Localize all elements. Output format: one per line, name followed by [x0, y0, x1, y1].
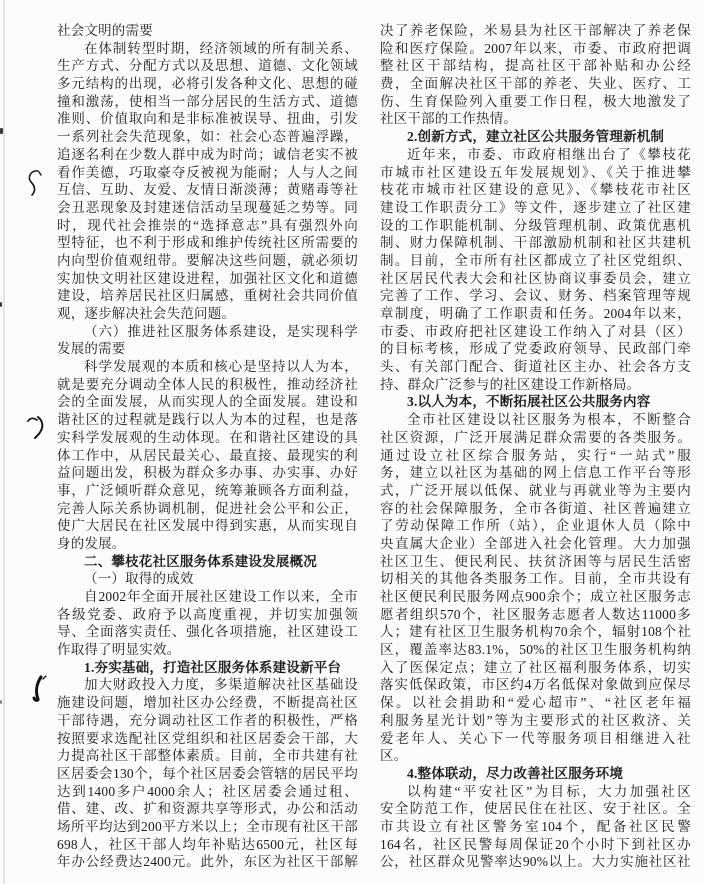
- scan-edge-shadow: [3, 0, 5, 884]
- text-line: 完善人际关系协调机制，促进社会公平和公正，: [57, 500, 358, 516]
- text-line: 各级党委、政府予以高度重视，并切实加强领: [57, 606, 358, 622]
- text-line: 区，覆盖率达83.1%，50%的社区卫生服务机构纳: [380, 642, 691, 658]
- text-line: 通过设立社区综合服务站，实行“一站式”服: [380, 447, 691, 463]
- text-line: 务，建立以社区为基础的网上信息工作平台等形: [380, 465, 691, 481]
- scan-speck: [0, 302, 2, 307]
- text-line: 准则、价值取向和是非标准被误导、扭曲，引发: [57, 111, 358, 127]
- text-line: 力提高社区干部整体素质。目前，全市共建有社: [57, 748, 358, 764]
- text-line: 区。: [380, 748, 408, 764]
- text-line: 谐社区的过程就是践行以人为本的过程，也是落: [57, 412, 358, 428]
- text-line: 生产方式、分配方式以及思想、道德、文化领域: [57, 58, 358, 74]
- pen-mark-icon: [24, 168, 44, 198]
- text-line: 枝花市城市社区建设的意见》、《攀枝花市社区: [380, 182, 691, 198]
- text-line: 近年来，市委、市政府相继出台了《攀枝花: [407, 146, 691, 162]
- text-line: 导、全面落实责任、强化各项措施，社区建设工: [57, 624, 358, 640]
- text-line: 加大财政投入力度，多渠道解决社区基础设: [84, 677, 358, 693]
- text-line: 章制度，明确了工作职责和任务。2004年以来，: [380, 306, 691, 321]
- text-line: 社区卫生、便民利民、扶贫济困等与居民生活密: [380, 553, 691, 569]
- text-line: （六）推进社区服务体系建设，是实现科学: [84, 323, 358, 339]
- text-line: 社区干部的工作热情。: [380, 111, 517, 127]
- text-line: （一）取得的成效: [84, 571, 194, 587]
- text-line: 164名，社区民警每周保证20个小时下到社区办: [380, 836, 691, 852]
- right-text-column: [380, 22, 691, 871]
- text-line: 市委、市政府把社区建设工作纳入了对县（区）: [380, 323, 691, 339]
- text-line: 持、群众广泛参与的社区建设工作新格局。: [380, 376, 641, 392]
- text-line: 社区居民代表大会和社区协商议事委员会，建立: [380, 270, 691, 286]
- text-line: 会丑恶现象及封建迷信活动呈现蔓延之势等。同: [57, 199, 358, 215]
- text-line: 在体制转型时期，经济领域的所有制关系、: [84, 40, 358, 56]
- text-line: 干部待遇，充分调动社区工作者的积极性，严格: [57, 712, 358, 728]
- text-line: 社区资源，广泛开展满足群众需要的各类服务。: [380, 429, 691, 445]
- text-line: 事，广泛倾听群众意见，统筹兼顾各方面利益，: [57, 482, 358, 498]
- text-line: 按照要求选配社区党组织和社区居委会干部，大: [57, 730, 358, 746]
- text-line: 式，广泛开展以低保、就业与再就业等为主要内: [380, 482, 691, 498]
- text-line: 容的社会保障服务，全市各街道、社区普遍建立: [380, 500, 691, 516]
- text-line: 内向型价值观纽带。要解决这些问题，就必须切: [57, 252, 358, 268]
- text-line: 3.以人为本，不断拓展社区公共服务内容: [407, 394, 651, 410]
- text-line: 就是要充分调动全体人民的积极性，推动经济社: [57, 376, 358, 392]
- text-line: 市共设立有社区警务室104个，配备社区民警: [380, 818, 691, 834]
- text-line: 1.夯实基础，打造社区服务体系建设新平台: [84, 659, 342, 675]
- text-line: 达到1400多户4000余人；社区居委会通过租、: [57, 783, 358, 799]
- text-line: 了劳动保障工作所（站），企业退休人员（除中: [380, 518, 691, 534]
- text-line: 看作美德，巧取豪夺反被视为能耐；人与人之间: [57, 164, 358, 180]
- text-line: 建设工作职责分工》等文件，逐步建立了社区建: [380, 199, 691, 215]
- text-line: 体工作中，从居民最关心、最直接、最现实的利: [57, 447, 358, 463]
- text-line: 完善了工作、学习、会议、财务、档案管理等规: [380, 288, 691, 304]
- text-line: 实加快文明社区建设进程，加强社区文化和道德: [57, 270, 358, 286]
- text-line: 落实低保政策，市区约4万名低保对象做到应保尽: [380, 677, 691, 693]
- text-line: 社会文明的需要: [57, 23, 153, 38]
- text-line: 发展的需要: [57, 341, 126, 357]
- text-line: 会的全面发展，从而实现人的全面发展。建设和: [57, 394, 358, 410]
- text-line: 全市社区建设以社区服务为根本，不断整合: [407, 412, 691, 428]
- text-line: 整社区干部结构，提高社区干部补贴和办公经: [380, 58, 691, 74]
- scan-speck: [0, 128, 3, 134]
- text-line: 央直属大企业）全部进入社会化管理。大力加强: [380, 535, 691, 551]
- text-line: 人；建有社区卫生服务机构70余个，辐射108个社: [380, 624, 691, 640]
- text-line: 公，社区群众见警率达90%以上。大力实施社区社: [380, 854, 691, 870]
- text-line: 费，全面解决社区干部的养老、失业、医疗、工: [380, 76, 691, 92]
- text-line: 设的工作职能机制、分级管理机制、政策优惠机: [380, 217, 691, 233]
- text-line: 施建设问题，增加社区办公经费，不断提高社区: [57, 695, 358, 711]
- text-line: 互信、互助、友爱、友情日渐淡薄；黄赌毒等社: [57, 182, 358, 198]
- text-line: 自2002年全面开展社区建设工作以来，全市: [84, 589, 358, 604]
- text-line: 追逐名利在少数人群中成为时尚；诚信老实不被: [57, 146, 358, 162]
- text-line: 制、财力保障机制、干部激励机制和社区共建机: [380, 235, 691, 251]
- text-line: 科学发展观的本质和核心是坚持以人为本，: [84, 359, 358, 375]
- text-line: 建设，培养居民社区归属感，重树社会共同价值: [57, 288, 358, 304]
- text-line: 作取得了明显实效。: [57, 642, 181, 658]
- text-line: 年办公经费达2400元。此外，东区为社区干部解: [57, 854, 358, 870]
- text-line: 2.创新方式，建立社区公共服务管理新机制: [407, 129, 665, 145]
- text-line: 以构建“平安社区”为目标，大力加强社区: [407, 783, 691, 799]
- text-line: 入了医保定点；建立了社区福利服务体系，切实: [380, 659, 691, 675]
- text-line: 698人，社区干部人均年补贴达6500元，社区每: [57, 836, 358, 852]
- text-line: 决了养老保险，米易县为社区干部解决了养老保: [380, 23, 691, 38]
- text-line: 身的发展。: [57, 535, 126, 551]
- pen-mark-icon: [26, 414, 48, 442]
- text-line: 头、有关部门配合、街道社区主办、社会各方支: [380, 359, 691, 375]
- text-line: 使广大居民在社区发展中得到实惠，从而实现自: [57, 518, 358, 534]
- text-line: 区居委会130个，每个社区居委会管辖的居民平均: [57, 765, 358, 781]
- text-line: 撞和激荡，使相当一部分居民的生活方式、道德: [57, 93, 358, 109]
- text-line: 保。以社会捐助和“爱心超市”、“社区老年福: [380, 695, 691, 711]
- text-line: 型特征，也不利于形成和维护传统社区所需要的: [57, 235, 358, 251]
- text-line: 场所平均达到200平方米以上；全市现有社区干部: [57, 818, 358, 834]
- text-line: 愿者组织570个，社区服务志愿者人数达11000多: [380, 606, 691, 622]
- text-line: 安全防范工作，使居民住在社区、安于社区。全: [380, 801, 691, 817]
- text-line: 二、攀枝花社区服务体系建设发展概况: [84, 553, 317, 569]
- pen-mark-icon: [28, 674, 48, 704]
- text-line: 伤、生育保险列入重要工作日程，极大地激发了: [380, 93, 691, 109]
- text-line: 一系列社会失范现象，如：社会心态普遍浮躁，: [57, 129, 358, 145]
- text-line: 制。目前，全市所有社区都成立了社区党组织、: [380, 252, 691, 268]
- text-line: 时，现代社会推崇的“选择意志”具有强烈外向: [57, 217, 358, 233]
- text-line: 利服务星光计划”等为主要形式的社区救济、关: [380, 712, 691, 728]
- text-line: 4.整体联动，尽力改善社区服务环境: [407, 765, 624, 781]
- scan-speck: [0, 700, 2, 704]
- text-line: 社区便民利民服务网点900余个；成立社区服务志: [380, 589, 691, 604]
- text-line: 借、建、改、扩和资源共享等形式，办公和活动: [57, 801, 358, 817]
- text-line: 切相关的其他各类服务工作。目前，全市共设有: [380, 571, 691, 587]
- text-line: 实科学发展观的生动体现。在和谐社区建设的具: [57, 429, 358, 445]
- text-line: 益问题出发，积极为群众多办事、办实事、办好: [57, 465, 358, 481]
- text-line: 险和医疗保险。2007年以来，市委、市政府把调: [380, 40, 691, 56]
- text-line: 爱老年人、关心下一代等服务项目相继进入社: [380, 730, 691, 746]
- text-line: 多元结构的出现，必将引发各种文化、思想的碰: [57, 76, 358, 92]
- text-line: 市城市社区建设五年发展规划》、《关于推进攀: [380, 164, 691, 180]
- left-text-column: [57, 22, 358, 871]
- text-line: 的目标考核，形成了党委政府领导、民政部门牵: [380, 341, 691, 357]
- text-line: 观，逐步解决社会失范问题。: [57, 306, 236, 321]
